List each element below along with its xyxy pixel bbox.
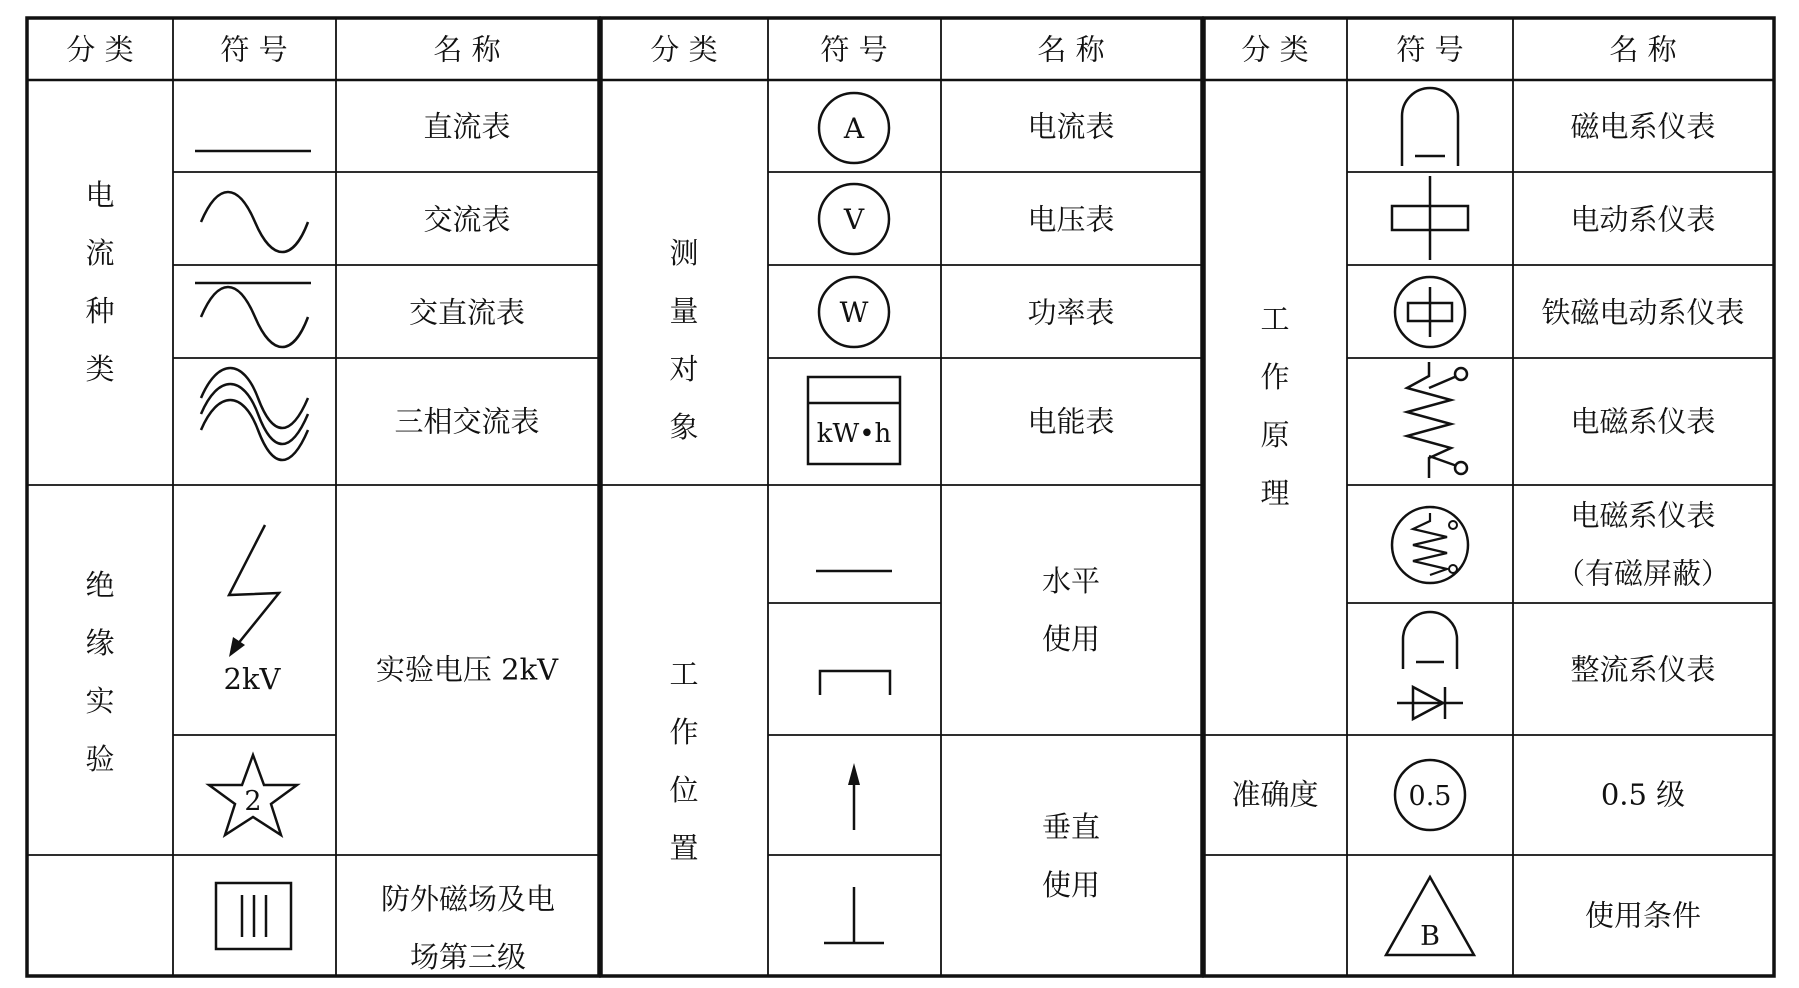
category-accuracy: 准确度 (1231, 777, 1319, 812)
header-name-2: 名 称 (1037, 32, 1105, 67)
kv-label: 2kV (223, 662, 281, 696)
coil-icon (1347, 358, 1513, 485)
header-category-3: 分 类 (1241, 32, 1309, 67)
wattmeter-letter: W (839, 296, 869, 329)
category-work-position: 工 作 位 置 (669, 657, 699, 865)
category-measure-object: 测 量 对 象 (669, 236, 699, 444)
electrodynamic-icon (1347, 172, 1513, 265)
accuracy-label: 0.5 (1408, 781, 1452, 812)
triangle-b-icon (1347, 855, 1513, 976)
name-acdc-meter: 交直流表 (408, 295, 526, 330)
name-voltmeter: 电压表 (1027, 202, 1115, 237)
name-electrodynamic: 电动系仪表 (1570, 202, 1716, 237)
header-name-3: 名 称 (1609, 32, 1677, 67)
shielded-coil-icon (1347, 485, 1513, 603)
name-em-shielded-note: （有磁屏蔽） (1555, 556, 1731, 591)
category-work-principle: 工 作 原 理 (1260, 302, 1290, 510)
name-ammeter: 电流表 (1027, 109, 1115, 144)
ferrodynamic-icon (1347, 265, 1513, 358)
star-icon (173, 735, 336, 855)
shield-box-icon (173, 855, 336, 976)
name-magnetoelectric: 磁电系仪表 (1570, 109, 1716, 144)
kwh-label: kW•h (816, 419, 892, 449)
category-insulation-test: 绝 缘 实 验 (85, 568, 115, 776)
kwh-meter-icon (768, 358, 941, 485)
voltmeter-letter: V (843, 203, 865, 236)
name-dc-meter: 直流表 (423, 109, 511, 144)
accuracy-circle-icon (1347, 735, 1513, 855)
bracket-icon (768, 603, 941, 735)
name-rectifier: 整流系仪表 (1570, 652, 1716, 687)
rectifier-icon (1347, 603, 1513, 735)
name-electromagnetic: 电磁系仪表 (1570, 404, 1716, 439)
horizontal-line-icon (768, 485, 941, 603)
circle-letter-icon (768, 172, 941, 265)
header-category-1: 分 类 (66, 32, 134, 67)
name-test-voltage: 实验电压 2kV (375, 652, 559, 687)
name-use-conditions: 使用条件 (1584, 898, 1702, 933)
ammeter-letter: A (843, 112, 865, 145)
name-vertical-use: 垂直使用 (1041, 810, 1100, 902)
dc-line-icon (173, 80, 336, 172)
header-symbol-1: 符 号 (220, 32, 288, 67)
name-em-shielded: 电磁系仪表 (1570, 498, 1716, 533)
name-horizontal-use: 水平使用 (1041, 564, 1100, 656)
magnetoelectric-icon (1347, 80, 1513, 172)
header-symbol-2: 符 号 (820, 32, 888, 67)
name-wattmeter: 功率表 (1027, 295, 1115, 330)
name-accuracy-class: 0.5 级 (1600, 777, 1686, 812)
name-ferrodynamic: 铁磁电动系仪表 (1541, 295, 1745, 330)
category-current-type: 电 流 种 类 (85, 178, 115, 386)
header-name-1: 名 称 (433, 32, 501, 67)
name-shield: 防外磁场及电场第三级 (380, 882, 555, 974)
three-phase-icon (173, 358, 336, 485)
name-ac-meter: 交流表 (423, 202, 511, 237)
acdc-icon (173, 265, 336, 358)
triangle-letter: B (1420, 921, 1440, 952)
arrow-up-icon (768, 735, 941, 855)
circle-letter-icon (768, 265, 941, 358)
circle-letter-icon (768, 80, 941, 172)
lightning-arrow-icon (173, 485, 336, 735)
name-three-phase-meter: 三相交流表 (394, 404, 540, 439)
star-label: 2 (244, 786, 262, 817)
header-category-2: 分 类 (650, 32, 718, 67)
perpendicular-icon (768, 855, 941, 976)
header-symbol-3: 符 号 (1396, 32, 1464, 67)
sine-wave-icon (173, 172, 336, 265)
name-energy-meter: 电能表 (1027, 404, 1115, 439)
